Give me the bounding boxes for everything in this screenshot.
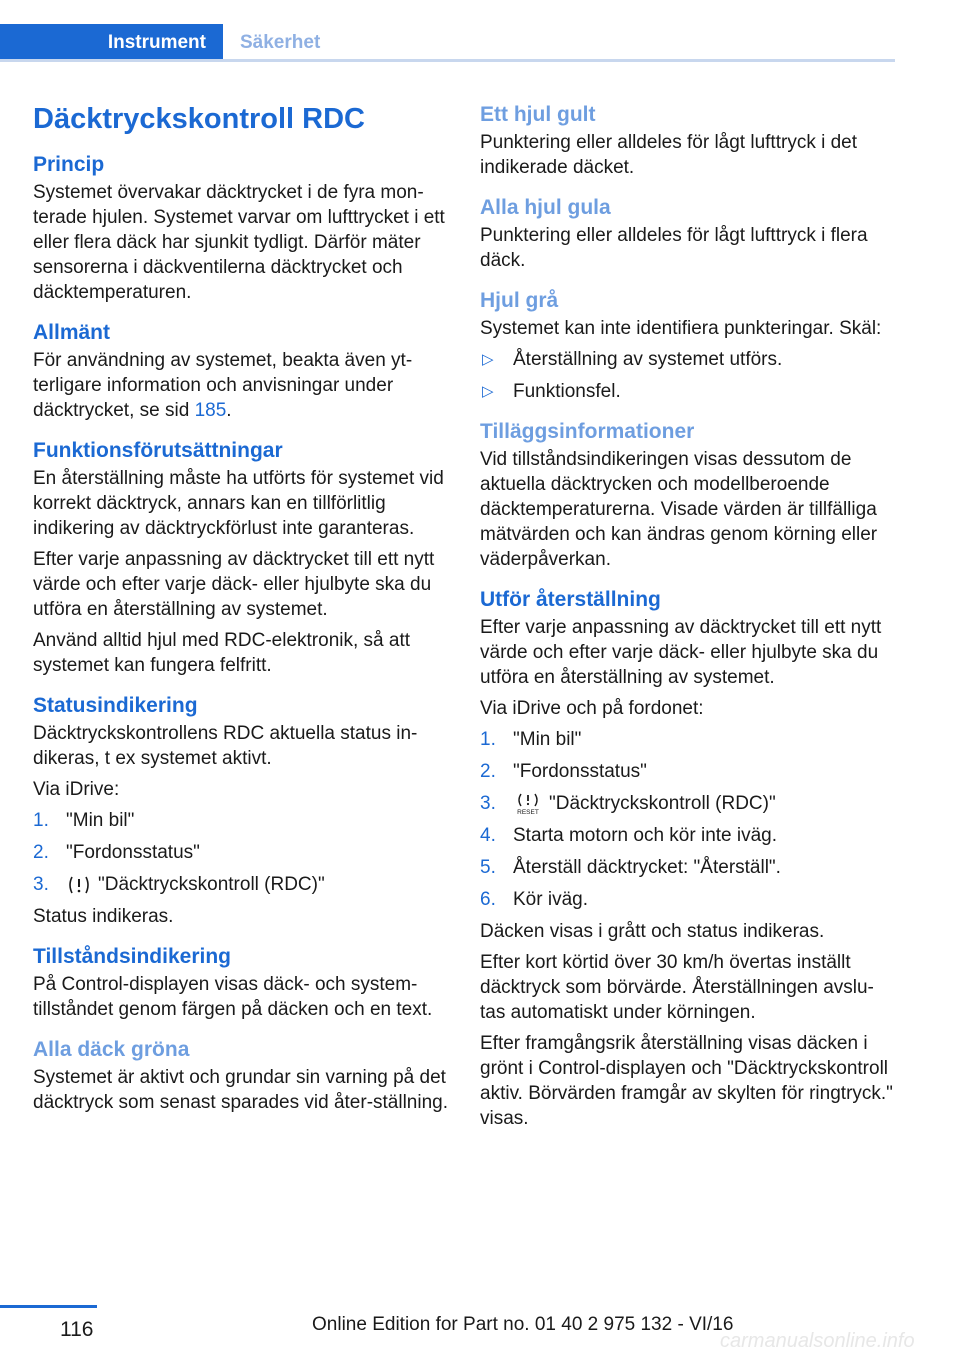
funktion-p3: Använd alltid hjul med RDC-elektronik, så att systemet kan fungera felfritt. [33,630,411,676]
heading-grona: Alla däck gröna [33,1038,190,1061]
bullet-text: Funktionsfel. [513,381,621,402]
allmant-text-after: . [226,400,232,421]
list-item [480,759,895,784]
step-text: "Min bil" [513,729,582,750]
step-number: 1. [480,729,496,750]
heading-gult: Ett hjul gult [480,103,596,126]
step-text: Kör iväg. [513,889,588,910]
tire-pressure-warning-icon [66,874,92,896]
princip-text: Systemet övervakar däcktrycket i de fyra mon-terade hjulen. Systemet varvar om lufttrycket i ett eller flera däck har sjunkit tydligt. Därför mäter sensorerna i däckventilerna däcktrycket och däcktemperaturen. [33,182,445,303]
step-number: 1. [33,810,49,831]
step-text: Återställ däcktrycket: "Återställ". [513,857,781,878]
step-text: "Fordonsstatus" [66,842,200,863]
header-underline [0,59,895,62]
heading-utfor: Utför återställning [480,588,661,611]
heading-gula: Alla hjul gula [480,196,611,219]
page-number: 116 [60,1318,94,1341]
step-number: 5. [480,857,496,878]
header-tabbar [0,24,895,62]
heading-status: Statusindikering [33,694,198,717]
utfor-p4: Efter kort körtid över 30 km/h övertas inställt däcktryck som börvärde. Återställningen avslu-tas automatiskt under körningen. [480,952,874,1023]
step-number: 6. [480,889,496,910]
heading-princip: Princip [33,153,105,176]
funktion-p2: Efter varje anpassning av däcktrycket till ett nytt värde och efter varje däck- eller hjulbyte ska du utföra en återställning av systemet. [33,549,435,620]
bullet-text: Återställning av systemet utförs. [513,349,783,370]
page-link-185[interactable]: 185 [194,400,227,421]
section-grona [33,1035,448,1115]
tab-instrument[interactable]: Instrument [0,24,223,62]
heading-gra: Hjul grå [480,289,559,312]
reset-icon-label: RESET [517,808,539,816]
status-steps [33,808,448,897]
section-tillagg [480,417,895,572]
step-number: 3. [33,874,49,895]
section-gula [480,193,895,273]
list-item [33,808,448,833]
tillstand-text: På Control-displayen visas däck- och system-tillståndet genom färgen på däcken och en text. [33,974,433,1020]
list-item [33,840,448,865]
grona-text: Systemet är aktivt och grundar sin varning på det däcktryck som senast sparades vid åter-ställning. [33,1067,449,1113]
right-column [480,100,895,1144]
list-item [480,823,895,848]
footer-rule [0,1305,97,1308]
step-text: "Däcktryckskontroll (RDC)" [549,793,776,814]
utfor-p5: Efter framgångsrik återställning visas däcken i grönt i Control-displayen och "Däcktryckskontroll aktiv. Börvärden framgår av skylten för ringtryck." visas. [480,1033,893,1129]
list-item [480,887,895,912]
allmant-text-before: För användning av systemet, beakta även yt-terligare information och anvisningar under däcktrycket, se sid [33,350,413,421]
list-item [480,379,895,404]
step-number: 2. [33,842,49,863]
watermark: carmanualsonline.info [720,1330,915,1352]
gra-reasons [480,347,895,404]
page-title: Däcktryckskontroll RDC [33,103,365,135]
gula-text: Punktering eller alldeles för lågt lufttryck i flera däck. [480,225,868,271]
heading-tillstand: Tillståndsindikering [33,945,231,968]
tab-sakerhet[interactable]: Säkerhet [240,32,321,53]
heading-funktion: Funktionsförutsättningar [33,439,283,462]
status-p3: Status indikeras. [33,906,174,927]
list-item [480,347,895,372]
tire-pressure-reset-icon [513,792,543,816]
step-text: "Min bil" [66,810,135,831]
heading-tillagg: Tilläggsinformationer [480,420,695,443]
utfor-p1: Efter varje anpassning av däcktrycket till ett nytt värde och efter varje däck- eller hjulbyte ska du utföra en återställning av systemet. [480,617,882,688]
list-item [480,791,895,816]
tillagg-text: Vid tillståndsindikeringen visas dessutom de aktuella däcktrycken och modellberoende däcktemperaturerna. Visade värden är tillfälliga mätvärden och kan ändras genom körning eller väderpåverkan. [480,449,878,570]
list-item [33,872,448,897]
section-funktion [33,436,448,678]
step-number: 4. [480,825,496,846]
utfor-p2: Via iDrive och på fordonet: [480,698,704,719]
left-column [33,98,448,1128]
funktion-p1: En återställning måste ha utförts för systemet vid korrekt däcktryck, annars kan en tillförlitlig indikering av däcktryckförlust inte garanteras. [33,468,444,539]
triangle-bullet-icon: ▷ [482,351,494,368]
step-number: 2. [480,761,496,782]
section-status [33,691,448,929]
section-allmant [33,318,448,423]
gult-text: Punktering eller alldeles för lågt lufttryck i det indikerade däcket. [480,132,858,178]
list-item [480,727,895,752]
section-princip [33,150,448,305]
step-number: 3. [480,793,496,814]
section-tillstand [33,942,448,1022]
step-text: Starta motorn och kör inte iväg. [513,825,778,846]
status-p1: Däcktryckskontrollens RDC aktuella status in-dikeras, t ex systemet aktivt. [33,723,418,769]
section-utfor [480,585,895,1131]
section-gra [480,286,895,404]
edition-note: Online Edition for Part no. 01 40 2 975 132 - VI/16 [312,1314,734,1335]
triangle-bullet-icon: ▷ [482,383,494,400]
list-item [480,855,895,880]
allmant-text [33,348,448,423]
heading-allmant: Allmänt [33,321,111,344]
step-text: "Fordonsstatus" [513,761,647,782]
section-gult [480,100,895,180]
utfor-p3: Däcken visas i grått och status indikeras. [480,921,825,942]
step-text: "Däcktryckskontroll (RDC)" [98,874,325,895]
utfor-steps [480,727,895,912]
status-p2: Via iDrive: [33,779,120,800]
gra-text: Systemet kan inte identifiera punkteringar. Skäl: [480,318,882,339]
